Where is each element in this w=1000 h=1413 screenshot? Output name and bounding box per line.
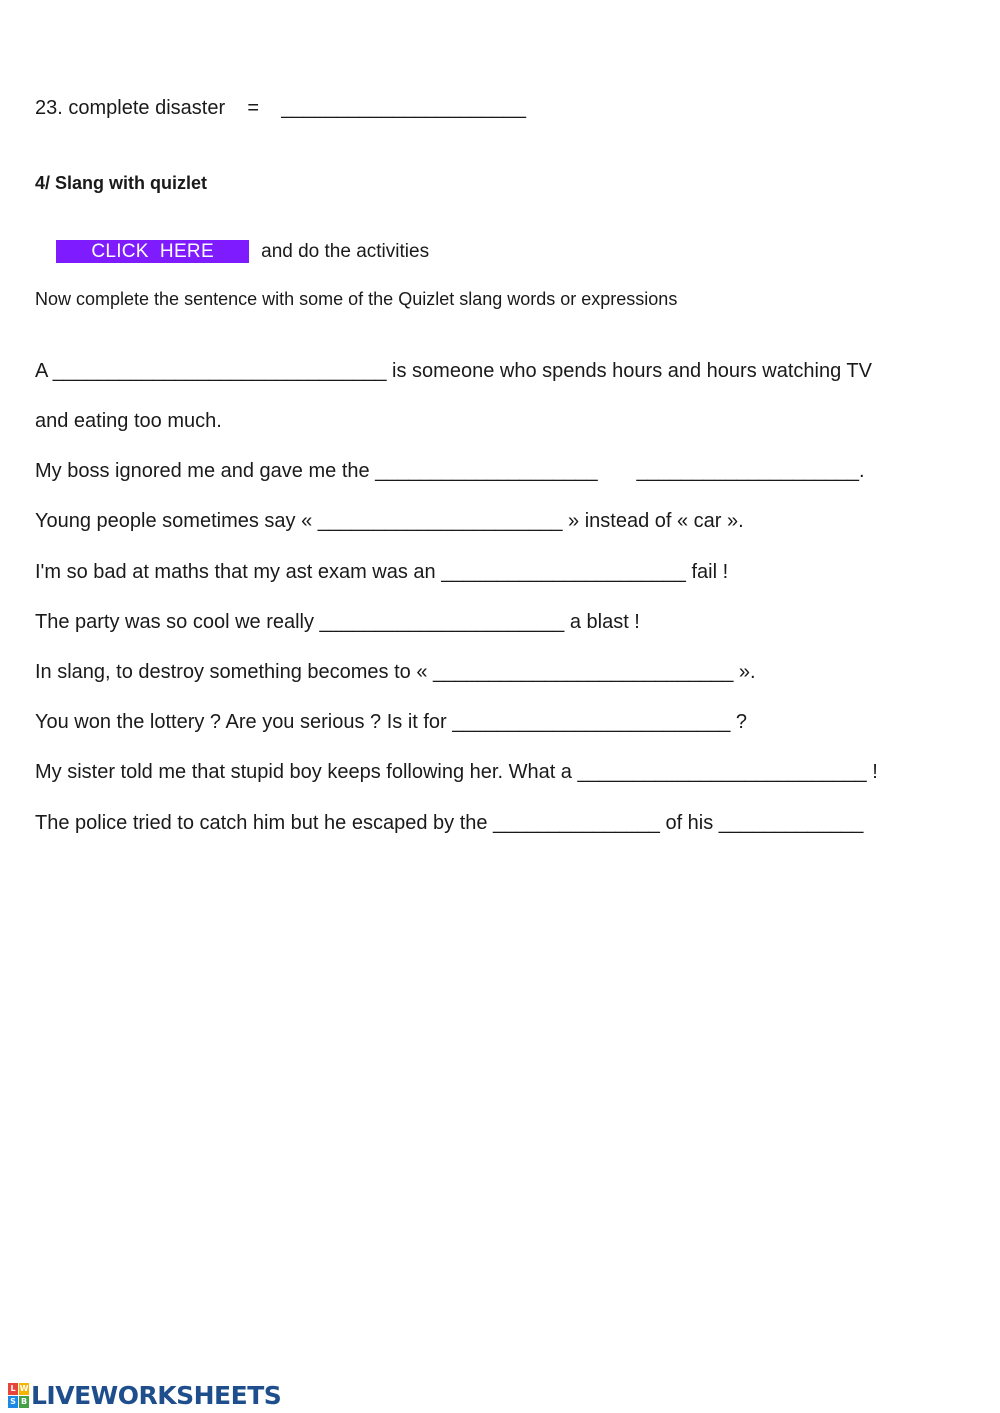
sentence-4[interactable]: I'm so bad at maths that my ast exam was an ______________________ fail ! (35, 561, 729, 583)
sentence-8[interactable]: My sister told me that stupid boy keeps following her. What a __________________________ ! (35, 761, 878, 783)
logo-block: S (8, 1396, 18, 1408)
sentence-9[interactable]: The police tried to catch him but he escaped by the _______________ of his _____________ (35, 812, 864, 834)
sentence-3[interactable]: Young people sometimes say « ______________________ » instead of « car ». (35, 510, 744, 532)
logo-blocks-icon (8, 1383, 29, 1408)
click-after-text: and do the activities (261, 241, 430, 262)
instruction-text: Now complete the sentence with some of the Quizlet slang words or expressions (35, 289, 678, 309)
click-row (35, 216, 429, 288)
logo-block: L (8, 1383, 18, 1395)
logo-block: W (19, 1383, 29, 1393)
logo-text: LIVEWORKSHEETS (31, 1380, 282, 1410)
item-23-line: 23. complete disaster = ______________________ (35, 97, 526, 119)
sentence-1-continued: and eating too much. (35, 410, 222, 432)
sentence-1[interactable]: A ______________________________ is someone who spends hours and hours watching TV (35, 360, 872, 382)
sentence-5[interactable]: The party was so cool we really ______________________ a blast ! (35, 611, 640, 633)
section-heading: 4/ Slang with quizlet (35, 173, 208, 193)
liveworksheets-logo (8, 1380, 281, 1410)
sentence-6[interactable]: In slang, to destroy something becomes to « ___________________________ ». (35, 661, 756, 683)
sentence-2[interactable]: My boss ignored me and gave me the ____________________ ____________________. (35, 460, 865, 482)
sentence-7[interactable]: You won the lottery ? Are you serious ? Is it for _________________________ ? (35, 711, 748, 733)
click-here-button[interactable]: CLICK HERE (56, 240, 249, 263)
logo-block: B (20, 1396, 28, 1406)
